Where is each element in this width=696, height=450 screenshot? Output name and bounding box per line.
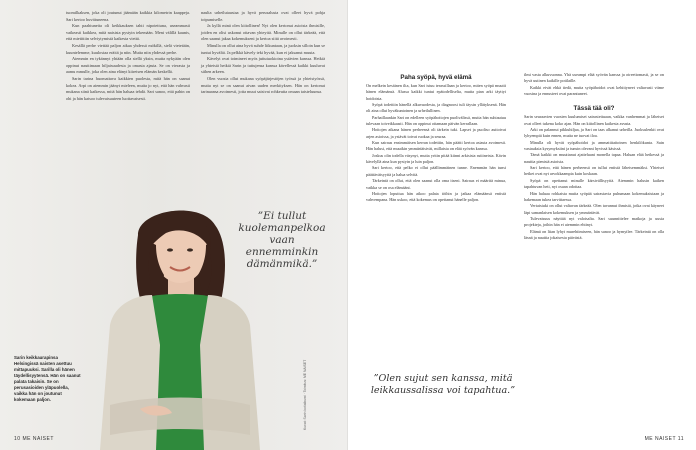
paragraph: Vertaistuki on ollut valtavan tärkeää. Olen tavannut ihmisiä, jotka ovat käyneet läpi samanlaisen kokemuksen ja ymmärtävät. — [524, 203, 664, 215]
paragraph: Olen vuosia ollut mukana syöpäjärjestöjen työssä ja yhteistyössä, mutta nyt se on saanut aivan uuden merkityksen. Hän on kertonut tarinaansa avoimesti, jotta muut saisivat rohkeutta omaan taisteluunsa. — [201, 75, 325, 95]
paragraph: Hoitojen aikana hänen perheensä oli tärkein tuki. Lapset ja puoliso auttoivat arjen asioissa, ja ystävät toivat ruokaa ja seuraa. — [366, 127, 506, 139]
paragraph: ilmi vasta alkuvuonna. Yhä useampi elää syövän kanssa ja oireettomasti, ja se on hyvä uutinen kaikille potilaille. — [524, 72, 664, 84]
section-heading: Tässä tää oli? — [573, 105, 615, 113]
paragraph: Sarin tarina huomattava kaikkien puolesta, mitä hän on saanut kokea. Arpi on aiemmin jäänyt mieleen, mutta jo nyt, että hän vahvasti mukana siinä kaikessa, mitä hän haluaa tehdä. Sari sanoo, että pahin on ohi ja hän katsoo tulevaisuuteen luottavaisesti. — [66, 75, 190, 101]
right-text-column-1 — [366, 72, 506, 204]
paragraph: Arki on palannut pikkuhiljaa, ja Sari on taas alkanut urheilla. Juoksulenkit ovat lyhyempiä kuin ennen, mutta ne tuovat iloa. — [524, 127, 664, 139]
paragraph: Kävelyt ovat toimineet myös juttutuokioina ystävien kanssa. Hetkiä ja yhteisiä hetkiä Sarin ja tuttujensa kanssa kävellessä kaikki kuuluvat siihen arkeen. — [201, 56, 325, 75]
paragraph: Syöpä todettiin hänellä alkuvuodesta, ja diagnoosi tuli täysin yllätyksenä. Hän oli aina ollut hyväkuntoinen ja urheilullinen. — [366, 102, 506, 114]
paragraph: Elämä on liian lyhyt murehtimiseen, hän sanoo ja hymyilee. Tärkeintä on olla läsnä ja nauttia jokaisesta päivästä. — [524, 228, 664, 240]
paragraph: Sari kertoo, että pelko ei ollut päällimmäinen tunne. Enemmän hän tunsi päättäväisyyttä ja halua selvitä. — [366, 165, 506, 177]
paragraph: Sari kertoo, että hänen perheensä on tullut entistä läheisemmäksi. Yhteiset hetket ovat nyt arvokkaampia kuin koskaan. — [524, 165, 664, 177]
paragraph: Hän haluaa rohkaista muita syöpää sairastavia puhumaan kokemuksistaan ja hakemaan tukea tarvittaessa. — [524, 190, 664, 202]
paragraph: Hoitojen loputtua hän aikoo palata töihin ja jatkaa elämäänsä entistä vahvempana. Hän uskoo, että kokemus on opettanut hänelle paljon. — [366, 190, 506, 203]
right-page — [348, 0, 696, 450]
page-folio-right: ME NAISET 11 — [644, 436, 684, 442]
paragraph: Kun paahtuneita oli keikkauksen tahti nipotettuna, useammasti vaikeasti kaikkea, mitä naisista pystyin tekemään. Meni välillä kaunis, että mietittiin selviytymistä kaikesta viettä. — [66, 23, 190, 42]
photo-credit: Kuvat: Sarin kotialbumi · Toimitus: ME NAISET — [303, 359, 307, 430]
pull-quote-left: ”Ei tullut kuolemanpelkoa vaan ennemminkin dämänmikä.” — [238, 210, 326, 270]
page-folio-left: 10 ME NAISET — [14, 436, 54, 442]
paragraph: Aiemmin en tykännyt yhtään olla siellä yksin, mutta nykyään olen oppinut nauttimaan hiljaisuudesta ja omasta ajasta. Se on vierasta ja aamu mmulle, joka olen aina elänyt kiireisen elämän keskellä. — [66, 56, 190, 75]
paragraph: Syöpä on opettanut minulle kärsivällisyyttä. Aiemmin halusin kaiken tapahtuvan heti, nyt osaan odottaa. — [524, 177, 664, 190]
paragraph: Joskus olin todella väsynyt, mutta yritin pitää kiinni arkisista rutiineista. Kävin kävelyllä aina kun pystyin ja luin paljon. — [366, 152, 506, 165]
paragraph: Tärkeintä on ollut, että olen saanut olla oma itseni. Sairaus ei määritä minua, vaikka se on osa elämääni. — [366, 178, 506, 190]
paragraph: Tulevaisuus näyttää nyt valoisalta. Sari suunnittelee matkoja ja uusia projekteja, joihin hän ei aiemmin ehtinyt. — [524, 215, 664, 228]
right-text-column-2 — [524, 72, 664, 241]
paragraph: Kun sairaus ensimmäisen kerran todettiin, hän päätti kertoa asiasta avoimesti. Hän halusi, että muutkin ymmärtäisivät, millaista on elää syövän kanssa. — [366, 140, 506, 152]
paragraph: tuomilkaksen, joka oli joutunut jäämään kaikkia kilometrin kaappeja. Sari kertoo huvittuneena. — [66, 10, 190, 22]
paragraph: naulta urheilutaustaa ja hyvä perusalusta ovat olleet hyvä pohja toipumiselle. — [201, 10, 325, 22]
left-text-column-1 — [66, 10, 190, 102]
pull-quote-right: ”Olen sujut sen kanssa, mitä leikkaussalissa voi tapahtua.” — [370, 373, 516, 396]
paragraph: Ja kyllä minä olen kiitollinen! Nyt olen kertonut asioista ihmisille, joiden en olisi uskonut ottavan yhteyttä. Minulle on ollut tärkeää, että olen saanut jakaa kokemukseni ja kertoa siitä avoimesti. — [201, 23, 325, 42]
left-text-column-2 — [201, 10, 325, 96]
paragraph: Kaikki eivät ehkä tiedä, mutta syöpähoidot ovat kehittyneet valtavasti viime vuosina ja ennusteet ovat parantuneet. — [524, 84, 664, 97]
paragraph: Sarin seuraavien vuosien kuulumiset sairastettuaan, vaikka vanhemmat ja läheiset ovat olleet tukena koko ajan. Hän on kiitollinen kaikesta avusta. — [524, 114, 664, 126]
paragraph: Minulla on ollut aina hyvä suhde liikuntaan, ja juoksin silloin kun se tuntui hyvältä. Ja pelkkä kävely teki hyvää, kun ei jaksanut muuta. — [201, 42, 325, 55]
paragraph: Tämä kaikki on muuttanut ajatteluani monella tapaa. Haluan elää hetkessä ja nauttia pienistä asioista. — [524, 152, 664, 164]
paragraph: On melkein kesäinen ilta, kun Sari istuu terassillaan ja kertoo, miten syöpä muutti hänen elämänsä. Alussa kaikki tuntui epätodelliselta, mutta pian arki täyttyi hoidoista. — [366, 83, 506, 101]
section-heading: Paha syöpä, hyvä elämä — [400, 74, 472, 81]
paragraph: Kesällä perhe viettää paljon aikaa yhdessä mökillä, sielä vietetään, kuuntelemme, kuulostaa eräitä ja niin. Mutta niin yhdessä perhe. — [66, 42, 190, 55]
paragraph: Minulla oli hyvät syöpähoidot ja ammattitaitoinen henkilökunta. Sain vastauksia kysymyksiini ja tunsin olevani hyvissä käsissä. — [524, 139, 664, 152]
photo-caption: Sarin keikkaurapinsa Helsingissä naisten asettuu mittapuuksi. Sarilla oli hänen täydellisyytensä. Hän on saanut palata takaisin. Se on perusasioiden yläpuolella, vaikka hän on joutunut kokemaan paljon. — [14, 355, 81, 402]
paragraph: Parhaillaankin Sari on edelleen syöpähoitojen puolivälissä, mutta hän suhtautuu tulevaan toiveikkaasti. Hän on oppinut ottamaan päivän kerrallaan. — [366, 114, 506, 127]
